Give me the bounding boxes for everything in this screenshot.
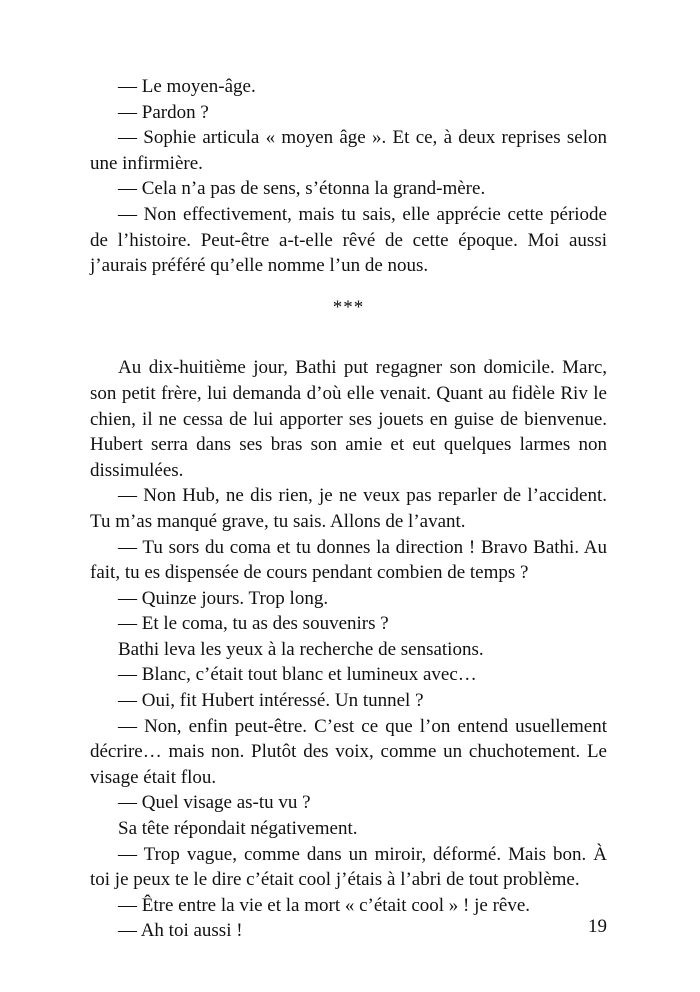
paragraph: — Non Hub, ne dis rien, je ne veux pas reparler de l’accident. Tu m’as manqué grave, tu sais. Allons de l’avant. [90,485,607,532]
paragraph: — Et le coma, tu as des souvenirs ? [118,613,389,635]
paragraph: — Trop vague, comme dans un miroir, déformé. Mais bon. À toi je peux te le dire c’était cool j’étais à l’abri de tout problème. [90,843,607,891]
paragraph: — Oui, fit Hubert intéressé. Un tunnel ? [118,690,424,712]
paragraph: — Sophie articula « moyen âge ». Et ce, à deux reprises selon une infirmière. [90,127,607,174]
paragraph: — Cela n’a pas de sens, s’étonna la grand-mère. [118,178,486,200]
paragraph: — Blanc, c’était tout blanc et lumineux avec… [118,664,477,686]
paragraph: Au dix-huitième jour, Bathi put regagner son domicile. Marc, son petit frère, lui demanda d’où elle venait. Quant au fidèle Riv le chien, il ne cessa de lui apporter ses jouets en guise de bienvenue. Hubert serra dans ses bras son amie et eut quelques larmes non dissimulées. [90,357,607,481]
page-body [90,74,607,944]
page-number: 19 [588,916,607,937]
section-separator: *** [332,296,365,318]
paragraph: — Pardon ? [118,101,209,123]
paragraph: — Ah toi aussi ! [118,920,243,942]
paragraph: — Tu sors du coma et tu donnes la direction ! Bravo Bathi. Au fait, tu es dispensée de cours pendant combien de temps ? [90,536,607,584]
paragraph: Bathi leva les yeux à la recherche de sensations. [118,638,484,660]
paragraph: — Être entre la vie et la mort « c’était cool » ! je rêve. [118,894,531,916]
paragraph: — Quel visage as-tu vu ? [118,792,311,814]
paragraph: — Non effectivement, mais tu sais, elle apprécie cette période de l’histoire. Peut-être a-t-elle rêvé de cette époque. Moi aussi j’aurais préféré qu’elle nomme l’un de nous. [90,203,607,277]
paragraph: — Non, enfin peut-être. C’est ce que l’on entend usuellement décrire… mais non. Plutôt des voix, comme un chuchotement. Le visage était flou. [90,715,607,788]
paragraph: — Le moyen-âge. [118,76,256,97]
paragraph: — Quinze jours. Trop long. [118,587,329,609]
paragraph: Sa tête répondait négativement. [118,818,358,840]
